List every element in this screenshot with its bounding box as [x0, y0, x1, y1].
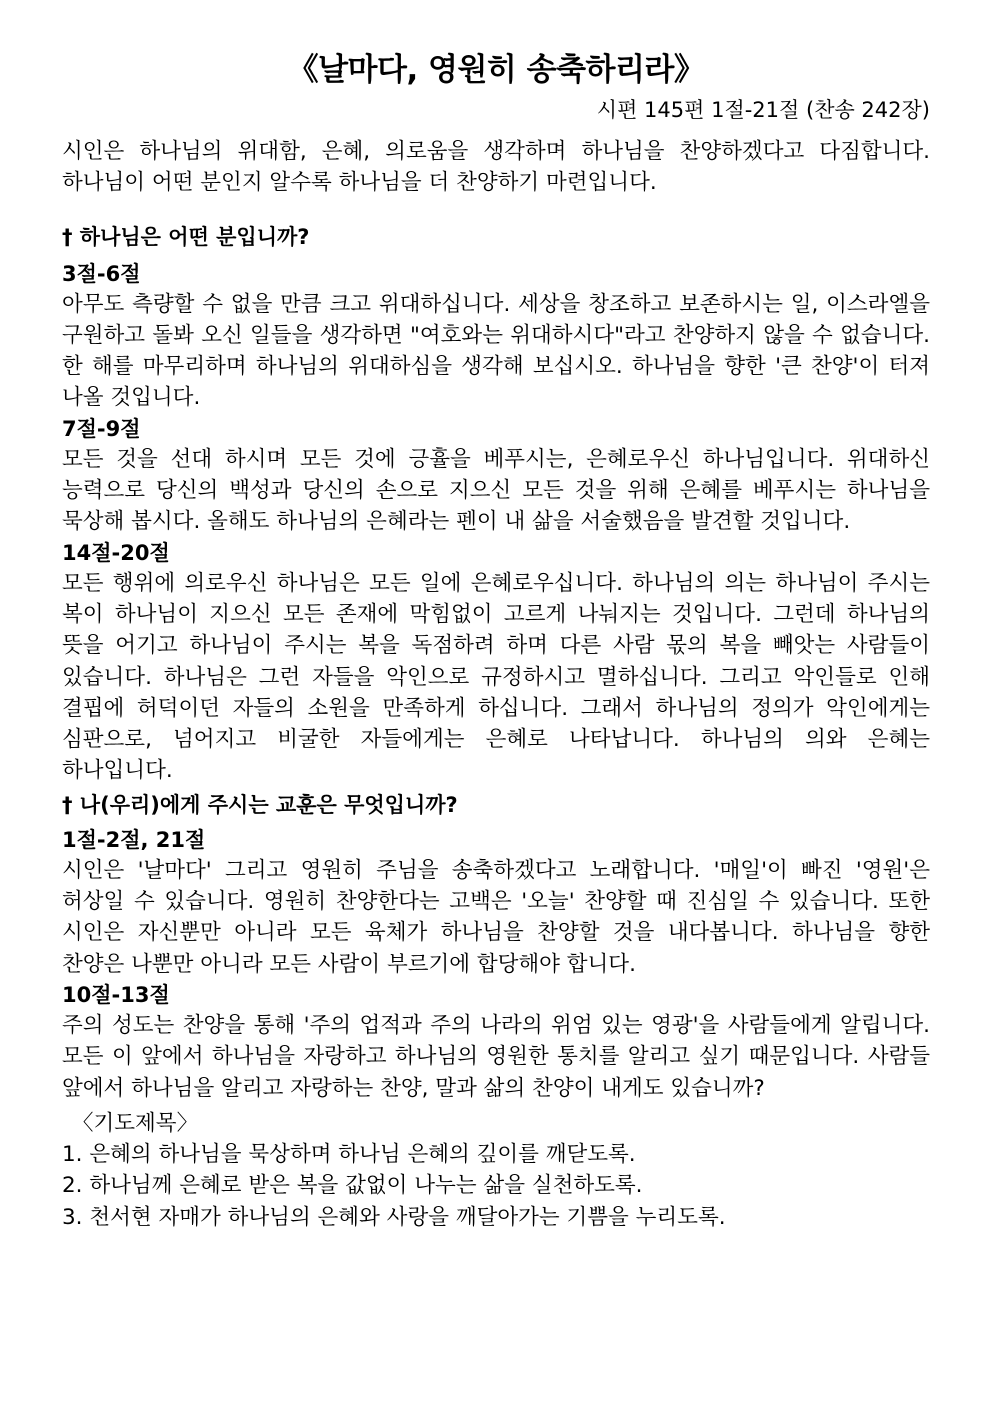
prayer-item: 3. 천서현 자매가 하나님의 은혜와 사랑을 깨달아가는 기쁨을 누리도록.	[62, 1204, 726, 1230]
prayer-list	[62, 1139, 930, 1234]
verse-label-7-9: 7절-9절	[62, 416, 141, 441]
verse-paragraph-14-20: 모든 행위에 의로우신 하나님은 모든 일에 은혜로우십니다. 하나님의 의는 하나님이 주시는 복이 하나님이 지으신 모든 존재에 막힘없이 고르게 나눠지는 것입니다. 그런데 하나님의 뜻을 어기고 하나님이 주시는 복을 독점하려 하며 다른 사람 몫의 복을 빼앗는 사람들이 있습니다. 하나님은 그런 자들을 악인으로 규정하시고 멸하십니다. 그리고 악인들로 인해 결핍에 허덕이던 자들의 소원을 만족하게 하십니다. 그래서 하나님의 정의가 악인에게는 심판으로, 넘어지고 비굴한 자들에게는 은혜로 나타납니다. 하나님의 의와 은혜는 하나입니다.	[62, 570, 930, 784]
verse-label-14-20: 14절-20절	[62, 540, 170, 565]
section-heading-lessons: † 나(우리)에게 주시는 교훈은 무엇입니까?	[62, 792, 458, 817]
verse-paragraph-1-2-21: 시인은 '날마다' 그리고 영원히 주님을 송축하겠다고 노래합니다. '매일'이 빠진 '영원'은 허상일 수 있습니다. 영원히 찬양한다는 고백은 '오늘' 찬양할 때 진심일 수 있습니다. 또한 시인은 자신뿐만 아니라 모든 육체가 하나님을 찬양할 것을 내다봅니다. 하나님을 향한 찬양은 나뿐만 아니라 모든 사람이 부르기에 합당해야 합니다.	[62, 857, 930, 977]
verse-paragraph-3-6: 아무도 측량할 수 없을 만큼 크고 위대하십니다. 세상을 창조하고 보존하시는 일, 이스라엘을 구원하고 돌봐 오신 일들을 생각하면 "여호와는 위대하시다"라고 찬양하지 않을 수 없습니다. 한 해를 마무리하며 하나님의 위대하심을 생각해 보십시오. 하나님을 향한 '큰 찬양'이 터져 나올 것입니다.	[62, 291, 930, 411]
verse-label-3-6: 3절-6절	[62, 261, 141, 286]
intro-paragraph: 시인은 하나님의 위대함, 은혜, 의로움을 생각하며 하나님을 찬양하겠다고 다짐합니다. 하나님이 어떤 분인지 알수록 하나님을 더 찬양하기 마련입니다.	[62, 139, 930, 196]
prayer-title: 〈기도제목〉	[72, 1110, 199, 1136]
section-heading-who-is-god: † 하나님은 어떤 분입니까?	[62, 224, 310, 249]
verse-label-10-13: 10절-13절	[62, 982, 170, 1007]
document-title: 《날마다, 영원히 송축하리라》	[287, 52, 705, 88]
verse-paragraph-10-13: 주의 성도는 찬양을 통해 '주의 업적과 주의 나라의 위엄 있는 영광'을 사람들에게 알립니다. 모든 이 앞에서 하나님을 자랑하고 하나님의 영원한 통치를 알리고 싶기 때문입니다. 사람들 앞에서 하나님을 알리고 자랑하는 찬양, 말과 삶의 찬양이 내게도 있습니까?	[62, 1012, 930, 1101]
scripture-reference: 시편 145편 1절-21절 (찬송 242장)	[596, 98, 930, 122]
prayer-item: 2. 하나님께 은혜로 받은 복을 값없이 나누는 삶을 실천하도록.	[62, 1173, 643, 1199]
prayer-item: 1. 은혜의 하나님을 묵상하며 하나님 은혜의 깊이를 깨닫도록.	[62, 1141, 636, 1167]
verse-label-1-2-21: 1절-2절, 21절	[62, 827, 206, 852]
document-page	[62, 48, 930, 1233]
verse-paragraph-7-9: 모든 것을 선대 하시며 모든 것에 긍휼을 베푸시는, 은혜로우신 하나님입니다. 위대하신 능력으로 당신의 백성과 당신의 손으로 지으신 모든 것을 위해 은혜를 베푸시는 하나님을 묵상해 봅시다. 올해도 하나님의 은혜라는 펜이 내 삶을 서술했음을 발견할 것입니다.	[62, 446, 930, 535]
